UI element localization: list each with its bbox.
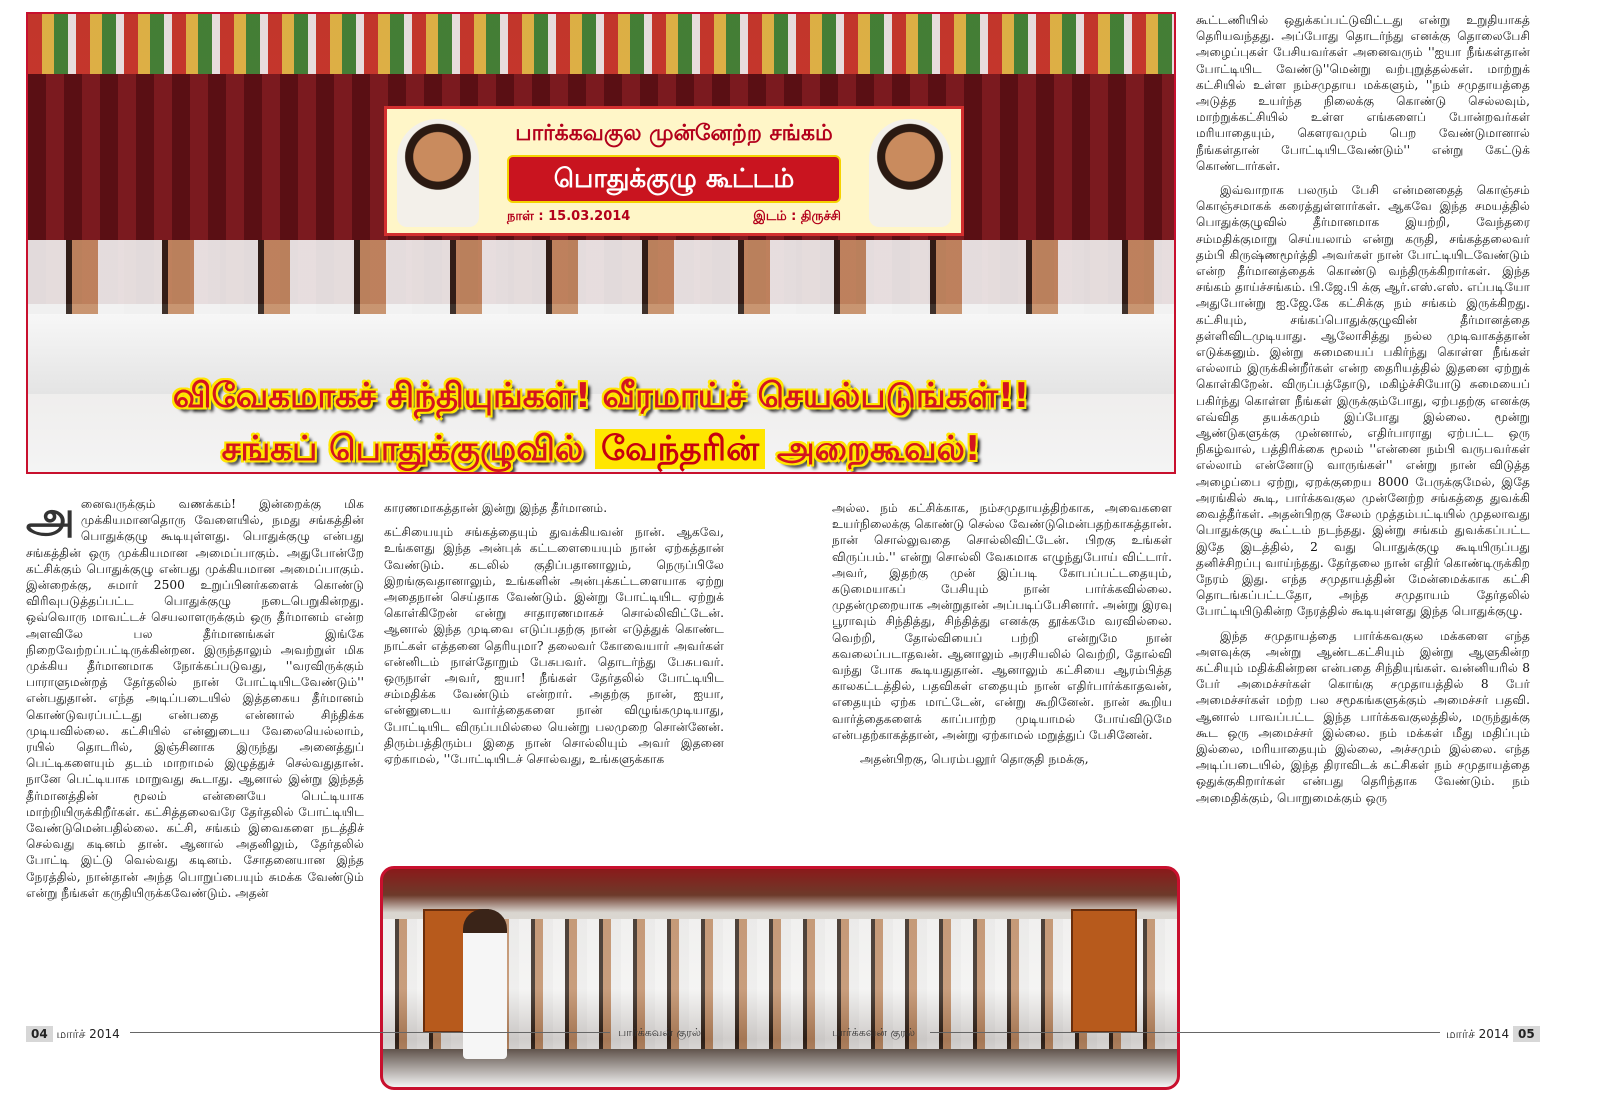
banner-venue: இடம் : திருச்சி [753,209,841,224]
article-column-2 [384,500,724,775]
footer-rule-left [130,1032,610,1033]
banner-date: நாள் : 15.03.2014 [507,209,631,224]
footer-left [26,1026,120,1043]
footer-right [1446,1026,1540,1043]
crowd-photo [380,866,1180,1090]
portrait-right [869,119,951,227]
article-column-4 [1196,12,1530,814]
footer-title-right: பார்க்கவன் குரல் [832,1026,915,1039]
headline-line2-part2: அறைகூவல்! [776,429,981,469]
flower-decoration [28,14,1174,74]
column-3-para-2: அதன்பிறகு, பெரம்பலூர் தொகுதி நமக்கு, [860,752,1089,767]
page-number-left: 04 [26,1026,53,1042]
article-column-3 [832,500,1172,775]
headline-line2 [28,429,1174,473]
column-4-para-2: இவ்வாறாக பலரும் பேசி என்மனதைத் கொஞ்சம் கொஞ்சமாகக் கரைத்துள்ளார்கள். ஆகவே இந்த சமயத்தில் பொதுக்குழுவில் தீர்மானமாக இயற்றி, வேந்தரை சம்மதிக்குமாறு செய்யலாம் என்று கருதி, சங்கத்தலைவர் தம்பி கிருஷ்ணமூர்த்தி அவர்கள் நான் போட்டியிடவேண்டும் என்ற தீர்மானத்தைக் கொண்டு வந்திருக்கிறார்கள். இந்த சங்கம் தாய்ச்சங்கம். பி.ஜே.பி க்கு ஆர்.எஸ்.எஸ். எப்படியோ அதுபோன்று ஐ.ஜே.கே கட்சிக்கு நம் சங்கம் இருக்கிறது. கட்சியும், சங்கப்பொதுக்குழுவின் தீர்மானத்தை தள்ளிவிடமுடியாது. ஆலோசித்து நல்ல முடிவாகத்தான் எடுக்கனும். இன்று சுமையைப் பகிர்ந்து கொள்ள நீங்கள் எல்லாம் இருக்கின்றீர்கள் என்ற தைரியத்தில் இதனை ஏற்றுக் கொள்கிறேன். விருப்பத்தோடு, மகிழ்ச்சியோடு சுமையைப் பகிர்ந்து கொள்ள நீங்கள் இருக்கும்போது, ஏற்பதற்கு எனக்கு எவ்வித தயக்கமும் இப்போது இல்லை. மூன்று ஆண்டுகளுக்கு முன்னால், எதிர்பாராது ஏற்பட்ட ஒரு நிகழ்வால், பத்திரிக்கை மூலம் ''என்னை நம்பி வருபவர்கள் எல்லாம் என்னோடு வாருங்கள்'' என்று நான் விடுத்த அழைப்பை ஏற்று, ஏறக்குறைய 8000 பேருக்குமேல், இதே அரங்கில் கூடி, பார்க்கவகுல முன்னேற்ற சங்கத்தை துவக்கி வைத்தீர்கள். அதன்பிறகு சேலம் முத்தம்பட்டியில் முதலாவது பொதுக்குழு கூட்டம் நடந்தது. இன்று சங்கம் துவக்கப்பட்ட இதே இடத்தில், 2 வது பொதுக்குழு கூடியிருப்பது தனிச்சிறப்பு வாய்ந்தது. தேர்தலை நான் எதிர் கொண்டிருக்கிற நேரம் இது. எந்த சமுதாயத்தின் மேன்மைக்காக கட்சி தொடங்கப்பட்டதோ, அந்த சமுதாயம் தேர்தலில் போட்டியிடுகின்ற நேரத்தில் கூடியுள்ளது இந்த பொதுக்குழு. [1196,183,1530,619]
column-2-para-1: காரணமாகத்தான் இன்று இந்த தீர்மானம். [384,501,608,515]
footer-date-right: மார்ச் 2014 [1446,1027,1510,1041]
speaker-figure [463,909,507,1059]
headline-highlight: வேந்தரின் [595,429,765,469]
column-3-para-1: அல்ல. நம் கட்சிக்காக, நம்சமுதாயத்திற்காக, அவைகளை உயர்நிலைக்கு கொண்டு செல்ல வேண்டுமென்பதற்காகத்தான். நான் சொல்லுவதை சொல்லிவிட்டேன். பிறகு உங்கள் விருப்பம்.'' என்று சொல்லி வேகமாக எழுந்துபோய் விட்டார். அவர், இதற்கு முன் இப்படி கோபப்பட்டதையும், கடுமையாகப் பேசியும் நான் பார்க்கவில்லை. முதன்முறையாக அன்றுதான் அப்படிப்பேசினார். அன்று இரவு பூராவும் சிந்தித்து, சிந்தித்து எனக்கு தூக்கமே வரவில்லை. வெற்றி, தோல்வியைப் பற்றி என்றுமே நான் கவலைப்படாதவன். ஆனாலும் அரசியலில் வெற்றி, தோல்வி வந்து போக கூடியதுதான். ஆனாலும் கட்சியை ஆரம்பித்த காலகட்டத்தில், பதவிகள் எதையும் நான் எதிர்பார்க்காதவன், எதையும் ஏற்க மாட்டேன், என்று கூறினேன். நான் கூறிய வார்த்தைகளைக் காப்பாற்ற முடியாமல் போய்விடுமே என்பதற்காகத்தான், அன்று ஏற்காமல் மறுத்துப் பேசினேன். [832,501,1172,742]
column-4-para-1: கூட்டணியில் ஒதுக்கப்பட்டுவிட்டது என்று உறுதியாகத் தெரியவந்தது. அப்போது தொடர்ந்து எனக்கு தொலைபேசி அழைப்புகள் பேசியவர்கள் அனைவரும் ''ஐயா நீங்கள்தான் போட்டியிட வேண்டு''மென்று வற்புறுத்தல்கள். மாற்றுக் கட்சியில் உள்ள நம்சமுதாய மக்களும், ''நம் சமுதாயத்தை அடுத்த உயர்ந்த நிலைக்கு கொண்டு செல்லவும், மாற்றுக்கட்சியில் உள்ள எங்களைப் போன்றவர்கள் மரியாதையும், கௌரவமும் பெற வேண்டுமானால் நீங்கள்தான் போட்டியிடவேண்டும்'' என்று கேட்டுக் கொண்டார்கள். [1196,13,1530,173]
headline-line2-part1: சங்கப் பொதுக்குழுவில் [221,429,584,469]
banner-title: பார்க்கவகுல முன்னேற்ற சங்கம் [515,121,833,146]
column-2-para-2: கட்சியையும் சங்கத்தையும் துவக்கியவன் நான். ஆகவே, உங்களது இந்த அன்புக் கட்டளையையும் நான் ஏற்கத்தான் வேண்டும். கடலில் குதிப்பதானாலும், நெருப்பிலே இறங்குவதானாலும், உங்களின் அன்புக்கட்டளையாக ஏற்று அதைநான் செய்தாக வேண்டும். இன்று போட்டியிட ஏற்றுக் கொள்கிறேன் என்று சாதாரணமாகச் சொல்லிவிட்டேன். ஆனால் இந்த முடிவை எடுப்பதற்கு நான் எடுத்துக் கொண்ட நாட்கள் எத்தனை தெரியுமா? தலைவர் கோவையார் அவர்கள் என்னிடம் நாள்தோறும் பேசுபவர். தொடர்ந்து பேசுபவர். ஒருநாள் அவர், ஐயா! நீங்கள் தேர்தலில் போட்டியிட சம்மதிக்க வேண்டும் என்றார். அதற்கு நான், ஐயா, என்னுடைய வார்த்தைகளை நான் விழுங்கமுடியாது, போட்டியிட விருப்பமில்லை யென்று பலமுறை சொன்னேன். திரும்பத்திரும்ப இதை நான் சொல்லியும் அவர் இதனை ஏற்காமல், ''போட்டியிடச் சொல்வது, உங்களுக்காக [384,525,724,767]
banner-subtitle: பொதுக்குழு கூட்டம் [507,155,841,203]
column-1-text: னைவருக்கும் வணக்கம்! இன்றைக்கு மிக முக்கியமானதொரு வேளையில், நமது சங்கத்தின் பொதுக்குழு கூடியுள்ளது. பொதுக்குழு என்பது சங்கத்தின் ஒரு முக்கியமான அமைப்பாகும். அதுபோன்றே கட்சிக்கும் பொதுக்குழு என்பது முக்கியமான அமைப்பாகும். இன்றைக்கு, சுமார் 2500 உறுப்பினர்களைக் கொண்டு விரிவுபடுத்தப்பட்ட பொதுக்குழு நடைபெறுகின்றது. ஒவ்வொரு மாவட்டச் செயலாளருக்கும் ஒரு தீர்மானம் என்ற அளவிலே பல தீர்மானங்கள் இங்கே நிறைவேற்றப்பட்டிருக்கின்றன. இருந்தாலும் அவற்றுள் மிக முக்கிய தீர்மானமாக நோக்கப்படுவது, ''வரவிருக்கும் பாராளுமன்றத் தேர்தலில் நான் போட்டியிடவேண்டும்'' என்பதுதான். எந்த அடிப்படையில் இத்தகைய தீர்மானம் கொண்டுவரப்பட்டது என்பதை என்னால் சிந்திக்க முடியவில்லை. கட்சியில் என்னுடைய வேலையெல்லாம், ரயில் தொடரில், இஞ்சினாக இருந்து அனைத்துப் பெட்டிகளையும் தடம் மாறாமல் இழுத்துச் செல்வதுதான். நானே பெட்டியாக மாறுவது கூடாது. ஆனால் இன்று இந்தத் தீர்மானத்தின் மூலம் என்னையே பெட்டியாக மாற்றியிருக்கிறீர்கள். கட்சித்தலைவரே தேர்தலில் போட்டியிட வேண்டுமென்பதில்லை. கட்சி, சங்கம் இவைகளை நடத்திச் செல்வது கடினம் தான். ஆனால் அதனிலும், தேர்தலில் போட்டி இட்டு வெல்வது கடினம். சோதனையான இந்த நேரத்தில், நான்தான் அந்த பொறுப்பையும் சுமக்க வேண்டும் என்று நீங்கள் கருதியிருக்கவேண்டும். அதன் [26,497,364,900]
footer-title-left: பார்க்கவன் குரல் [618,1026,701,1039]
article-column-1 [26,492,364,909]
headline-line1: விவேகமாகச் சிந்தியுங்கள்! வீரமாய்ச் செயல்படுங்கள்!! [172,376,1030,416]
column-4-para-3: இந்த சமுதாயத்தை பார்க்கவகுல மக்களை எந்த அளவுக்கு அன்று ஆண்டகட்சியும் இன்று ஆளுகின்ற கட்சியும் மதிக்கின்றன என்பதை சிந்தியுங்கள். வன்னியரில் 8 பேர் அமைச்சர்கள் கொங்கு சமுதாயத்தில் 8 பேர் அமைச்சர்கள் மற்ற பல சமூகங்களுக்கும் அமைச்சர் பதவி. ஆனால் பாவப்பட்ட இந்த பார்க்கவகுலத்தில், மருந்துக்கு கூட ஒரு அமைச்சர் இல்லை. நம் மக்கள் மீது மதிப்பும் இல்லை, மரியாதையும் இல்லை, அச்சமும் இல்லை. எந்த அடிப்படையில், இந்த திராவிடக் கட்சிகள் நம் சமுதாயத்தை ஒதுக்குகிறார்கள் என்பது தெரிந்தாக வேண்டும். நம் அமைதிக்கும், பொறுமைக்கும் ஒரு [1196,628,1530,805]
page-number-right: 05 [1513,1026,1540,1042]
hero-photo [26,12,1176,474]
podium-right [1071,909,1137,1033]
portrait-left [397,119,479,227]
stage-banner [384,106,964,236]
drop-cap: அ [26,492,75,543]
footer-rule-right [930,1032,1440,1033]
footer-date-left: மார்ச் 2014 [56,1027,120,1041]
